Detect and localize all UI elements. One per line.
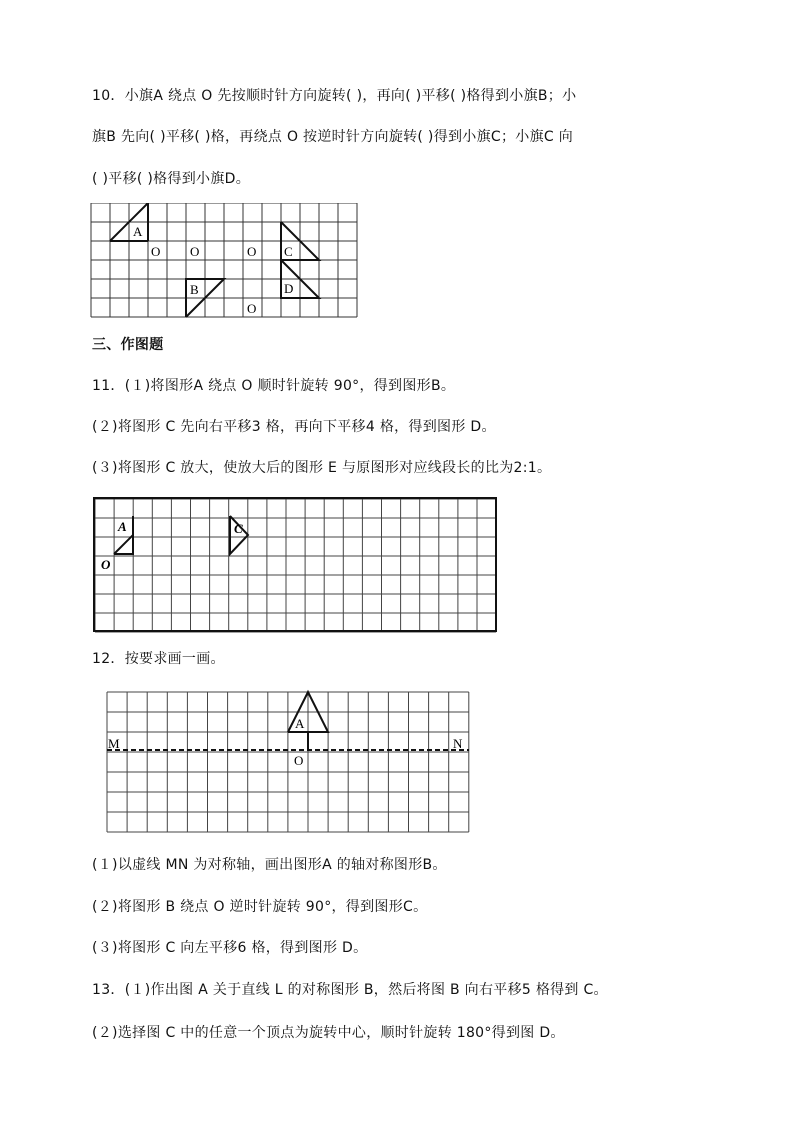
- point-o-2: O: [190, 244, 200, 259]
- q12-grid-figure: [100, 688, 474, 836]
- label-n: N: [453, 736, 463, 751]
- shape-c-label: C: [234, 521, 243, 536]
- q11-line-3: (３)将图形 C 放大，使放大后的图形 E 与原图形对应线段长的比为2:1。: [92, 460, 552, 476]
- point-o-4: O: [247, 301, 257, 316]
- point-o: O: [101, 557, 111, 572]
- section-heading: 三、作图题: [92, 337, 164, 353]
- label-a: A: [295, 716, 305, 731]
- q11-grid-figure: [93, 497, 499, 635]
- flag-c-label: C: [284, 244, 293, 259]
- point-o-1: O: [151, 244, 161, 259]
- flag-d-label: D: [284, 281, 294, 296]
- point-o-3: O: [247, 244, 257, 259]
- q11-line-2: (２)将图形 C 先向右平移3 格，再向下平移4 格，得到图形 D。: [92, 419, 496, 435]
- q12-title: 12．按要求画一画。: [92, 651, 225, 667]
- q10-line-3: ( )平移( )格得到小旗D。: [92, 171, 251, 187]
- flag-b-label: B: [190, 282, 199, 297]
- shape-a: [114, 535, 133, 554]
- label-o: O: [294, 753, 304, 768]
- q13-line-1: 13．(１)作出图 A 关于直线 L 的对称图形 B，然后将图 B 向右平移5 格得到 C。: [92, 982, 608, 998]
- label-m: M: [108, 736, 120, 751]
- q10-line-1: 10．小旗A 绕点 O 先按顺时针方向旋转( )，再向( )平移( )格得到小旗B；小: [92, 88, 577, 104]
- q10-grid-figure: [90, 203, 360, 319]
- q12-line-1: (１)以虚线 MN 为对称轴，画出图形A 的轴对称图形B。: [92, 857, 447, 873]
- q11-line-1: 11．(１)将图形A 绕点 O 顺时针旋转 90°，得到图形B。: [92, 378, 456, 394]
- q10-line-2: 旗B 先向( )平移( )格，再绕点 O 按逆时针方向旋转( )得到小旗C；小旗C 向: [92, 129, 573, 145]
- q12-line-2: (２)将图形 B 绕点 O 逆时针旋转 90°，得到图形C。: [92, 899, 428, 915]
- q13-line-2: (２)选择图 C 中的任意一个顶点为旋转中心，顺时针旋转 180°得到图 D。: [92, 1025, 565, 1041]
- flag-a-label: A: [133, 224, 143, 239]
- q12-line-3: (３)将图形 C 向左平移6 格，得到图形 D。: [92, 940, 368, 956]
- shape-a-label: A: [118, 519, 127, 534]
